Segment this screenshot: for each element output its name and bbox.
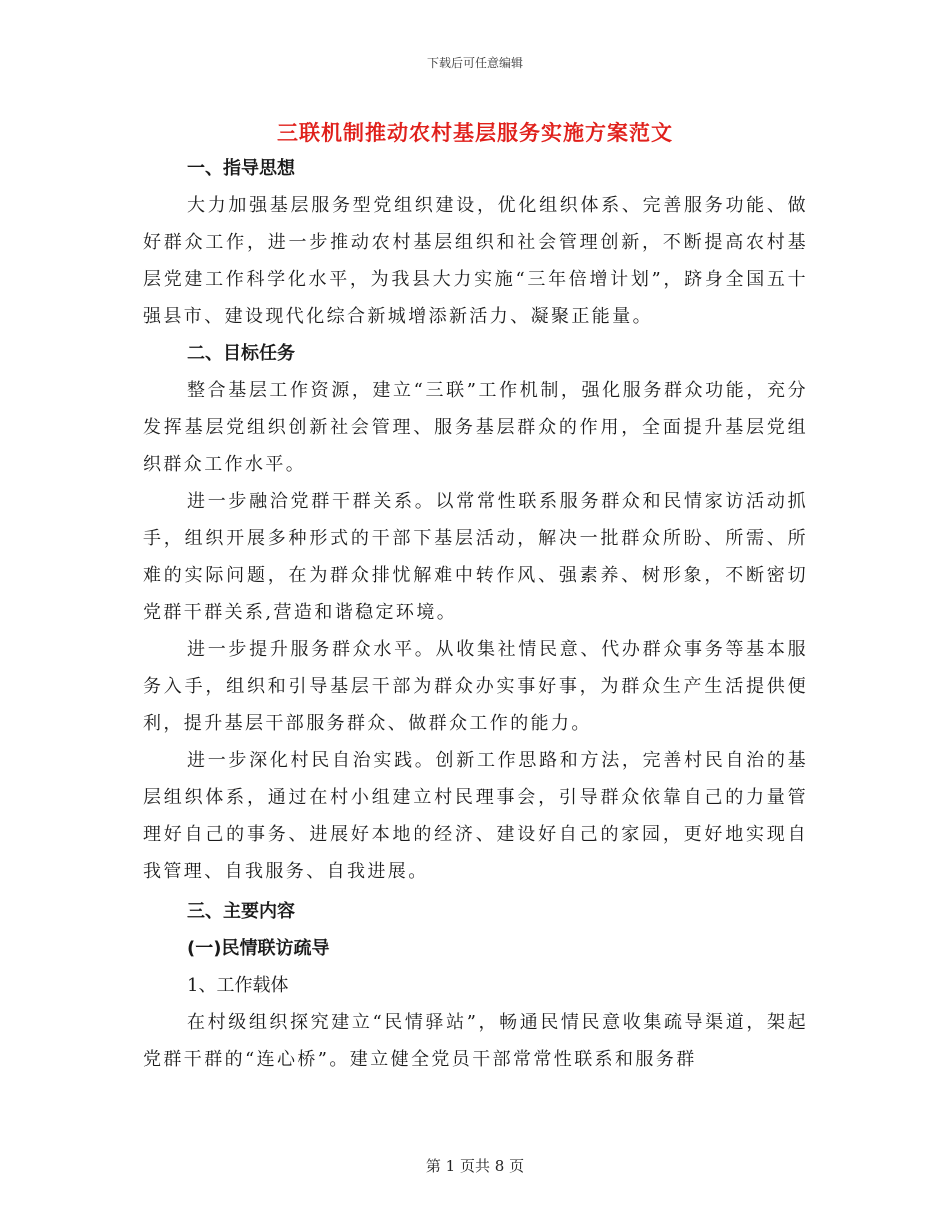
paragraph: 进一步提升服务群众水平。从收集社情民意、代办群众事务等基本服务入手，组织和引导基层干部为群众办实事好事，为群众生产生活提供便利，提升基层干部服务群众、做群众工作的能力。 [143, 639, 808, 734]
section-heading-1: 一、指导思想 [187, 158, 295, 179]
paragraph: 整合基层工作资源，建立“三联”工作机制，强化服务群众功能，充分发挥基层党组织创新社会管理、服务基层群众的作用，全面提升基层党组织群众工作水平。 [143, 380, 808, 475]
paragraph: 大力加强基层服务型党组织建设，优化组织体系、完善服务功能、做好群众工作，进一步推动农村基层组织和社会管理创新，不断提高农村基层党建工作科学化水平，为我县大力实施“三年倍增计划”，跻身全国五十强县市、建设现代化综合新城增添新活力、凝聚正能量。 [143, 195, 808, 327]
paragraph: 进一步融洽党群干群关系。以常常性联系服务群众和民情家访活动抓手，组织开展多种形式的干部下基层活动，解决一批群众所盼、所需、所难的实际问题，在为群众排忧解难中转作风、强素养、树形象，不断密切党群干群关系,营造和谐稳定环境。 [143, 491, 808, 623]
paragraph: 在村级组织探究建立“民情驿站”，畅通民情民意收集疏导渠道，架起党群干群的“连心桥”。建立健全党员干部常常性联系和服务群 [143, 1012, 808, 1070]
section-heading-3: 三、主要内容 [187, 901, 295, 922]
document-body [143, 150, 808, 1078]
document-title: 三联机制推动农村基层服务实施方案范文 [277, 121, 673, 145]
subsection-heading: (一)民情联访疏导 [187, 938, 330, 959]
paragraph: 进一步深化村民自治实践。创新工作思路和方法，完善村民自治的基层组织体系，通过在村小组建立村民理事会，引导群众依靠自己的力量管理好自己的事务、进展好本地的经济、建设好自己的家园，更好地实现自我管理、自我服务、自我进展。 [143, 750, 808, 882]
item-label: 1、工作载体 [187, 975, 289, 996]
header-note: 下载后可任意编辑 [426, 56, 523, 70]
section-heading-2: 二、目标任务 [187, 343, 295, 364]
page-footer: 第 1 页共 8 页 [425, 1157, 525, 1175]
